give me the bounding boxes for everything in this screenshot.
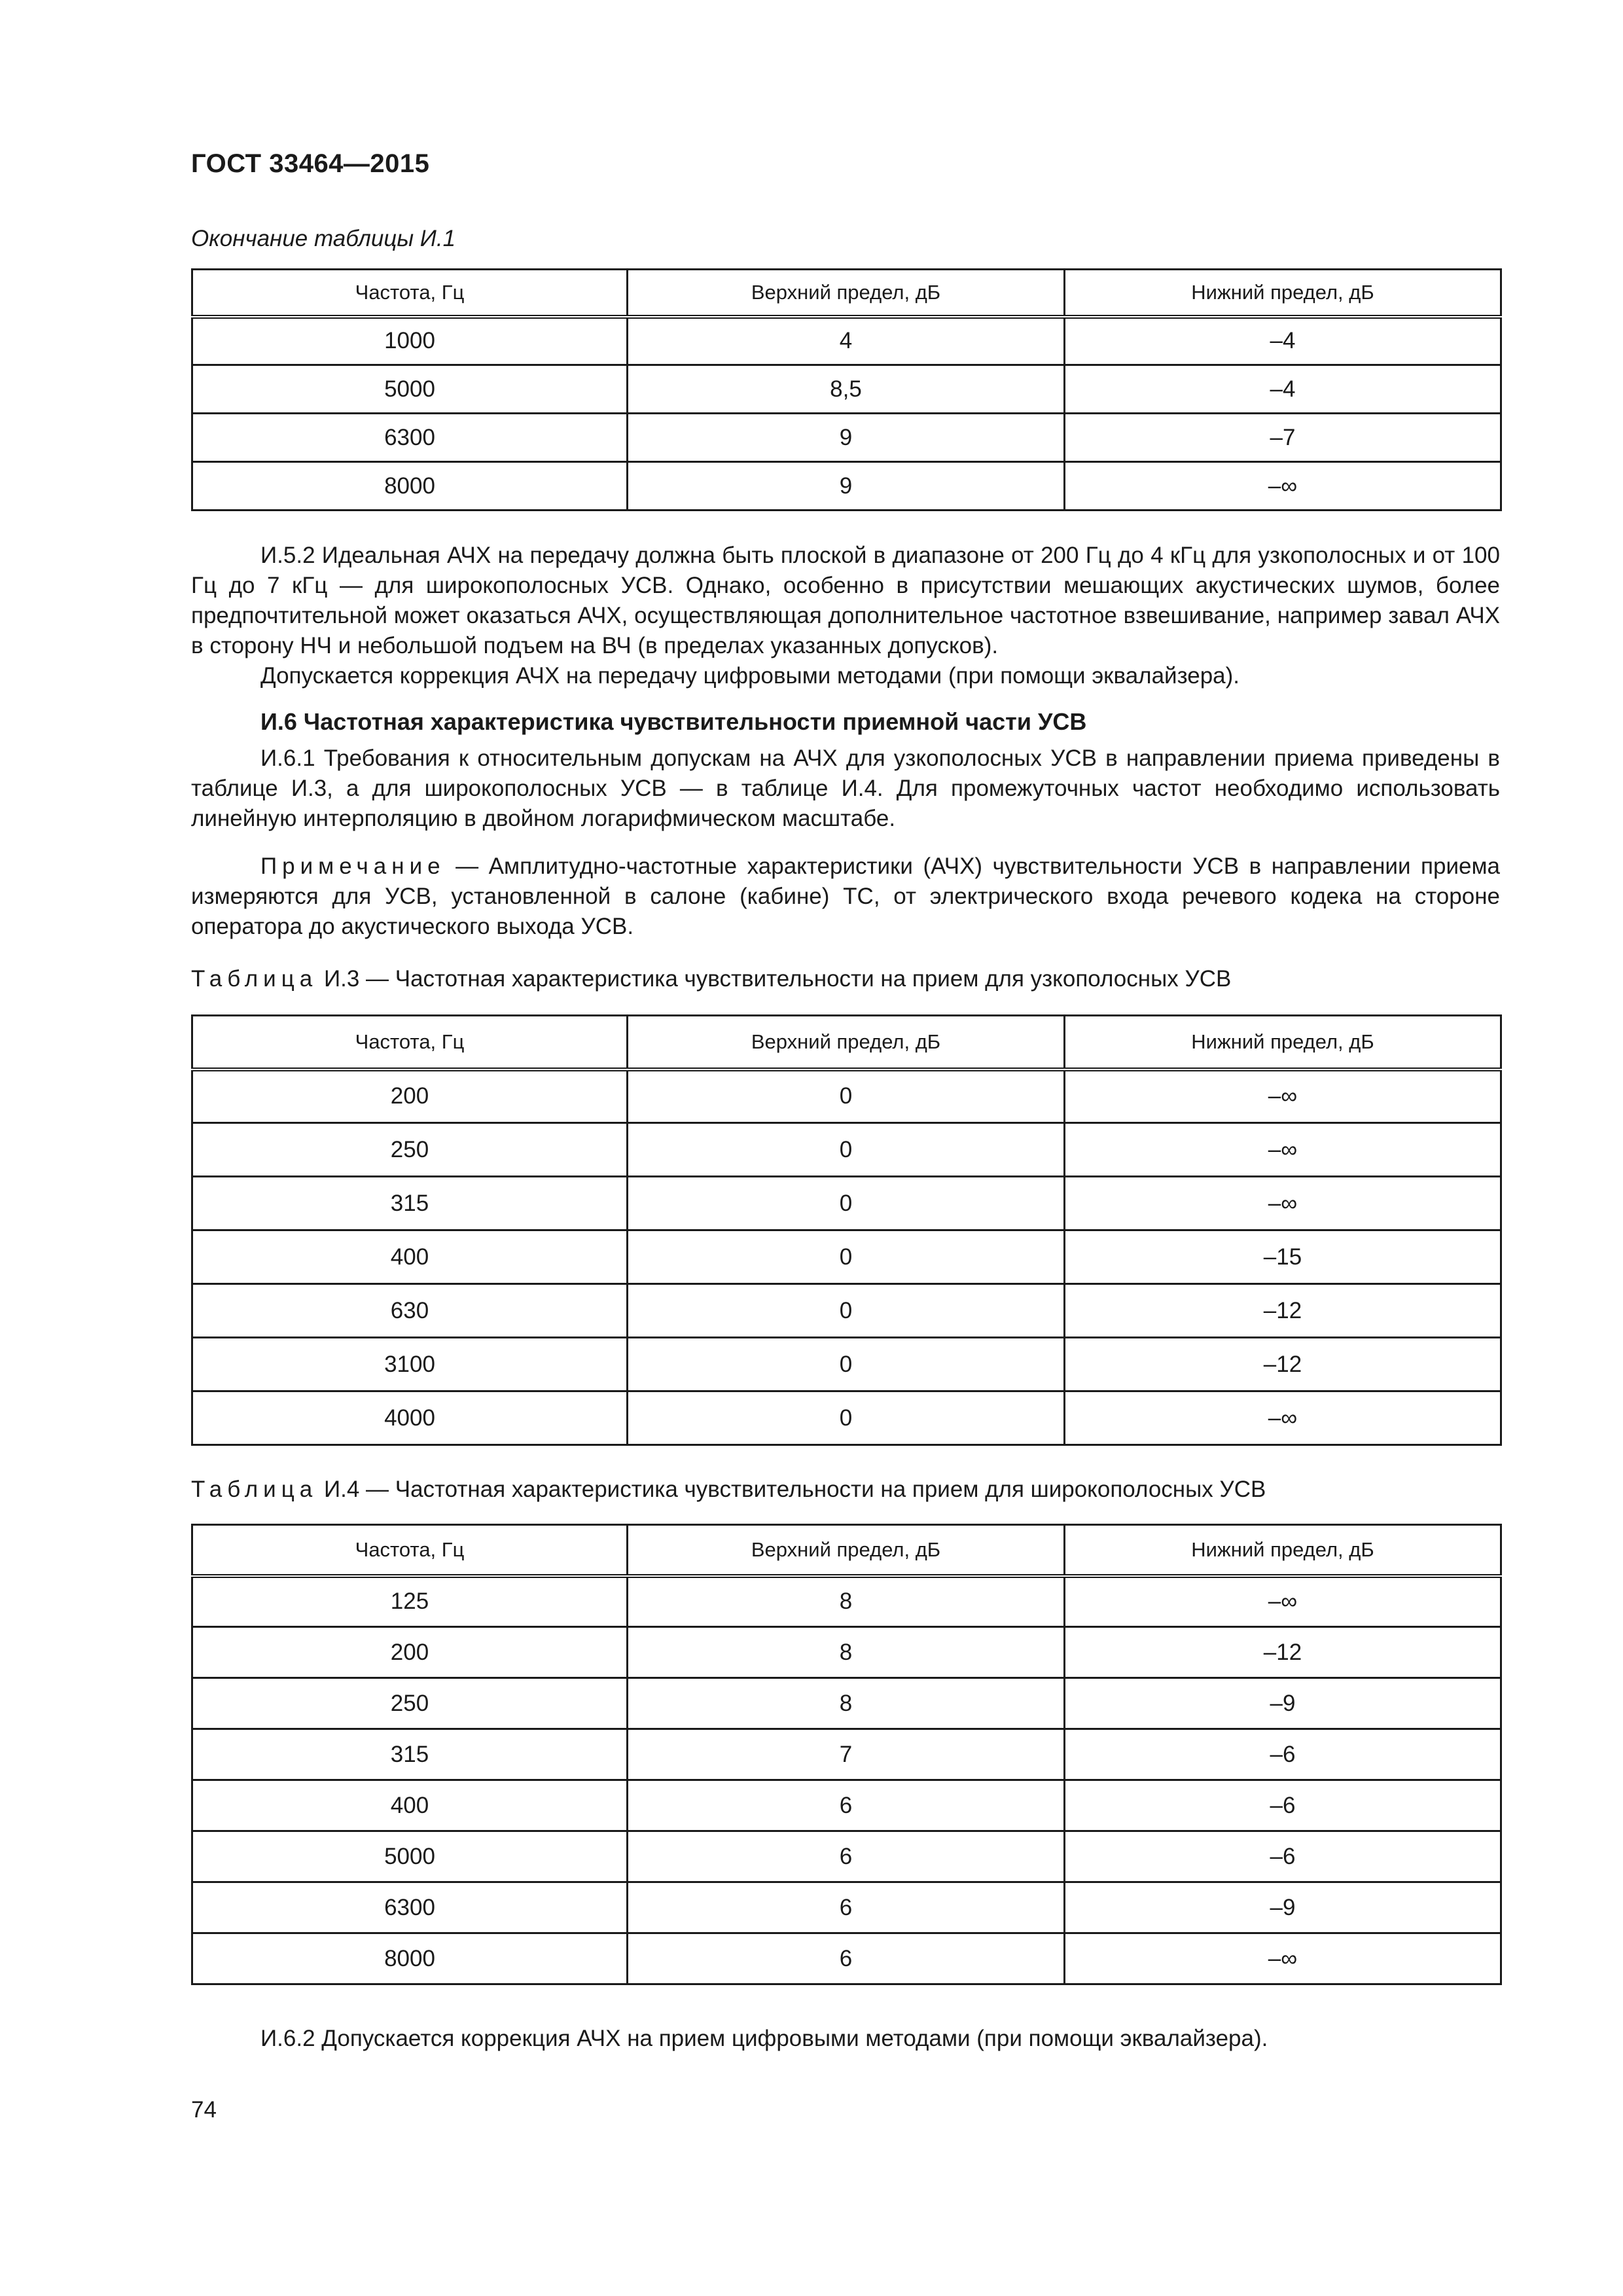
cell-frequency: 8000 (192, 462, 628, 511)
cell-lower: –9 (1065, 1882, 1501, 1933)
cell-frequency: 5000 (192, 1831, 628, 1882)
cell-lower: –∞ (1065, 1576, 1501, 1627)
column-header: Верхний предел, дБ (628, 1016, 1065, 1069)
cell-lower: –6 (1065, 1729, 1501, 1780)
cell-frequency: 5000 (192, 365, 628, 414)
cell-frequency: 8000 (192, 1933, 628, 1984)
cell-lower: –7 (1065, 414, 1501, 462)
cell-upper: 0 (628, 1177, 1065, 1230)
cell-lower: –∞ (1065, 1391, 1501, 1445)
table-row (192, 317, 1501, 365)
cell-upper: 0 (628, 1123, 1065, 1177)
table-i3-caption (191, 966, 1231, 992)
cell-upper: 0 (628, 1338, 1065, 1391)
table-i1-caption: Окончание таблицы И.1 (191, 226, 456, 251)
cell-upper: 6 (628, 1831, 1065, 1882)
cell-lower: –∞ (1065, 1933, 1501, 1984)
cell-upper: 6 (628, 1780, 1065, 1831)
column-header: Верхний предел, дБ (628, 270, 1065, 317)
cell-lower: –6 (1065, 1831, 1501, 1882)
cell-upper: 7 (628, 1729, 1065, 1780)
cell-lower: –4 (1065, 317, 1501, 365)
page-number: 74 (191, 2097, 217, 2123)
cell-frequency: 125 (192, 1576, 628, 1627)
cell-lower: –6 (1065, 1780, 1501, 1831)
cell-frequency: 315 (192, 1729, 628, 1780)
cell-frequency: 4000 (192, 1391, 628, 1445)
cell-upper: 4 (628, 317, 1065, 365)
document-header: ГОСТ 33464—2015 (191, 149, 430, 178)
cell-lower: –4 (1065, 365, 1501, 414)
table-row (192, 1627, 1501, 1678)
cell-lower: –∞ (1065, 1069, 1501, 1123)
cell-frequency: 315 (192, 1177, 628, 1230)
cell-upper: 8,5 (628, 365, 1065, 414)
cell-lower: –9 (1065, 1678, 1501, 1729)
table-row (192, 365, 1501, 414)
section-i6-heading: И.6 Частотная характеристика чувствительности приемной части УСВ (260, 708, 1087, 735)
cell-frequency: 200 (192, 1069, 628, 1123)
cell-frequency: 6300 (192, 1882, 628, 1933)
cell-frequency: 250 (192, 1678, 628, 1729)
table-row (192, 414, 1501, 462)
table-row (192, 1933, 1501, 1984)
table-i4-caption (191, 1477, 1266, 1503)
column-header: Частота, Гц (192, 1525, 628, 1576)
table-row (192, 1780, 1501, 1831)
note-text: — Амплитудно-частотные характеристики (АЧХ) чувствительности УСВ в направлении приема измеряются для УСВ, установленной в салоне (кабине) ТС, от электрического входа речевого кодека на стороне оператора до акустического выхода УСВ. (191, 853, 1500, 939)
section-i52 (191, 541, 1500, 691)
column-header: Частота, Гц (192, 270, 628, 317)
table-title: И.4 — Частотная характеристика чувствительности на прием для широкополосных УСВ (317, 1477, 1266, 1502)
cell-lower: –12 (1065, 1284, 1501, 1338)
cell-upper: 9 (628, 414, 1065, 462)
cell-upper: 0 (628, 1069, 1065, 1123)
cell-frequency: 1000 (192, 317, 628, 365)
cell-frequency: 250 (192, 1123, 628, 1177)
cell-upper: 0 (628, 1284, 1065, 1338)
cell-frequency: 6300 (192, 414, 628, 462)
cell-lower: –∞ (1065, 462, 1501, 511)
section-i61 (191, 744, 1500, 834)
cell-upper: 9 (628, 462, 1065, 511)
cell-upper: 8 (628, 1678, 1065, 1729)
column-header: Нижний предел, дБ (1065, 270, 1501, 317)
table-row (192, 1230, 1501, 1284)
cell-frequency: 630 (192, 1284, 628, 1338)
table-row (192, 1882, 1501, 1933)
table-i3 (191, 1014, 1502, 1446)
table-row (192, 1177, 1501, 1230)
table-row (192, 1576, 1501, 1627)
table-title: И.3 — Частотная характеристика чувствительности на прием для узкополосных УСВ (317, 966, 1232, 992)
table-row (192, 462, 1501, 511)
table-label: Таблица (191, 966, 318, 992)
table-row (192, 1391, 1501, 1445)
cell-lower: –12 (1065, 1627, 1501, 1678)
column-header: Верхний предел, дБ (628, 1525, 1065, 1576)
section-i62 (191, 2024, 1500, 2054)
table-row (192, 1678, 1501, 1729)
table-row (192, 1338, 1501, 1391)
cell-frequency: 400 (192, 1230, 628, 1284)
column-header: Частота, Гц (192, 1016, 628, 1069)
cell-upper: 8 (628, 1627, 1065, 1678)
paragraph: И.6.1 Требования к относительным допускам на АЧХ для узкополосных УСВ в направлении приема приведены в таблице И.3, а для широкополосных УСВ — в таблице И.4. Для промежуточных частот необходимо использовать линейную интерполяцию в двойном логарифмическом масштабе. (191, 745, 1500, 831)
cell-lower: –∞ (1065, 1123, 1501, 1177)
cell-upper: 8 (628, 1576, 1065, 1627)
paragraph: Допускается коррекция АЧХ на передачу цифровыми методами (при помощи эквалайзера). (260, 663, 1240, 689)
column-header: Нижний предел, дБ (1065, 1525, 1501, 1576)
paragraph: И.6.2 Допускается коррекция АЧХ на прием цифровыми методами (при помощи эквалайзера). (260, 2026, 1268, 2051)
cell-frequency: 3100 (192, 1338, 628, 1391)
table-row (192, 1729, 1501, 1780)
table-i1 (191, 268, 1502, 511)
cell-lower: –12 (1065, 1338, 1501, 1391)
note (191, 852, 1500, 942)
table-row (192, 1123, 1501, 1177)
cell-lower: –15 (1065, 1230, 1501, 1284)
cell-upper: 6 (628, 1933, 1065, 1984)
cell-upper: 0 (628, 1391, 1065, 1445)
cell-frequency: 400 (192, 1780, 628, 1831)
cell-upper: 6 (628, 1882, 1065, 1933)
table-i4 (191, 1524, 1502, 1985)
table-row (192, 1069, 1501, 1123)
table-row (192, 1284, 1501, 1338)
cell-lower: –∞ (1065, 1177, 1501, 1230)
paragraph: И.5.2 Идеальная АЧХ на передачу должна быть плоской в диапазоне от 200 Гц до 4 кГц для узкополосных и от 100 Гц до 7 кГц — для широкополосных УСВ. Однако, особенно в присутствии мешающих акустических шумов, более предпочтительной может оказаться АЧХ, осуществляющая дополнительное частотное взвешивание, например завал АЧХ в сторону НЧ и небольшой подъем на ВЧ (в пределах указанных допусков). (191, 543, 1500, 658)
table-label: Таблица (191, 1477, 318, 1502)
note-label: Примечание (260, 853, 446, 879)
cell-upper: 0 (628, 1230, 1065, 1284)
table-row (192, 1831, 1501, 1882)
column-header: Нижний предел, дБ (1065, 1016, 1501, 1069)
cell-frequency: 200 (192, 1627, 628, 1678)
